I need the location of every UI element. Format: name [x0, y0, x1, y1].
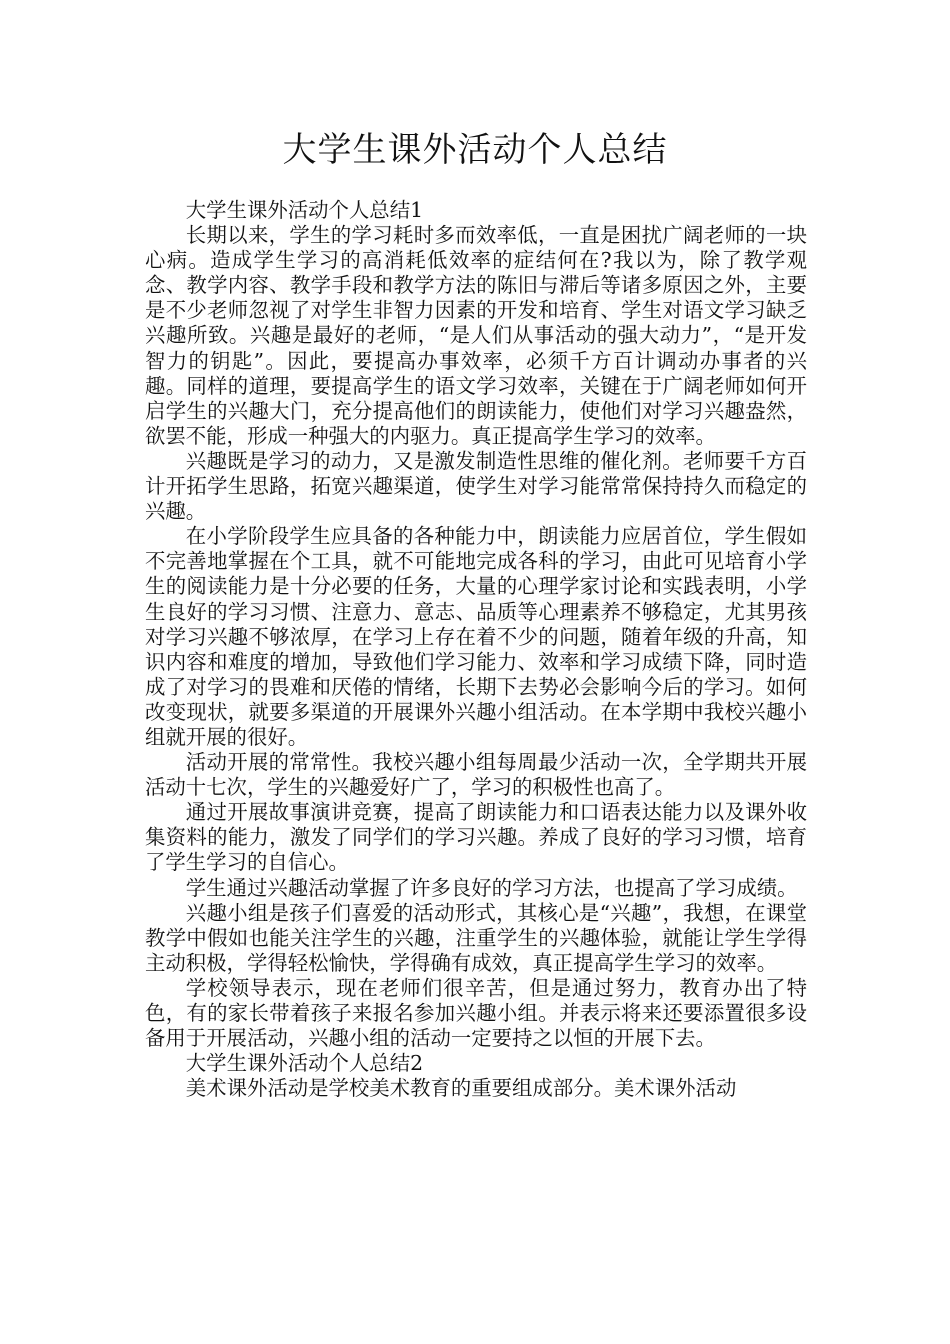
paragraph: 美术课外活动是学校美术教育的重要组成部分。美术课外活动 [185, 1076, 737, 1101]
paragraph: 活动开展的常常性。我校兴趣小组每周最少活动一次，全学期共开展活动十七次，学生的兴趣爱好广了，学习的积极性也高了。 [145, 750, 807, 800]
document-body [145, 198, 807, 1101]
paragraph: 兴趣小组是孩子们喜爱的活动形式，其核心是“兴趣”，我想，在课堂教学中假如也能关注学生的兴趣，注重学生的兴趣体验，就能让学生学得主动积极，学得轻松愉快，学得确有成效，真正提高学生学习的效率。 [145, 900, 807, 975]
paragraph: 通过开展故事演讲竞赛，提高了朗读能力和口语表达能力以及课外收集资料的能力，激发了同学们的学习兴趣。养成了良好的学习习惯，培育了学生学习的自信心。 [145, 800, 807, 875]
section-heading-1: 大学生课外活动个人总结1 [185, 198, 424, 222]
paragraph: 长期以来，学生的学习耗时多而效率低，一直是困扰广阔老师的一块心病。造成学生学习的高消耗低效率的症结何在?我以为，除了教学观念、教学内容、教学手段和教学方法的陈旧与滞后等诸多原因之外，主要是不少老师忽视了对学生非智力因素的开发和培育、学生对语文学习缺乏兴趣所致。兴趣是最好的老师，“是人们从事活动的强大动力”，“是开发智力的钥匙”。因此，要提高办事效率，必须千方百计调动办事者的兴趣。同样的道理，要提高学生的语文学习效率，关键在于广阔老师如何开启学生的兴趣大门，充分提高他们的朗读能力，使他们对学习兴趣盎然，欲罢不能，形成一种强大的内驱力。真正提高学生学习的效率。 [145, 223, 807, 448]
paragraph: 学校领导表示，现在老师们很辛苦，但是通过努力，教育办出了特色，有的家长带着孩子来报名参加兴趣小组。并表示将来还要添置很多设备用于开展活动，兴趣小组的活动一定要持之以恒的开展下去。 [145, 975, 807, 1051]
document-title: 大学生课外活动个人总结 [282, 130, 668, 170]
paragraph: 在小学阶段学生应具备的各种能力中，朗读能力应居首位，学生假如不完善地掌握在个工具，就不可能地完成各科的学习，由此可见培育小学生的阅读能力是十分必要的任务，大量的心理学家讨论和实践表明，小学生良好的学习习惯、注意力、意志、品质等心理素养不够稳定，尤其男孩对学习兴趣不够浓厚，在学习上存在着不少的问题，随着年级的升高，知识内容和难度的增加，导致他们学习能力、效率和学习成绩下降，同时造成了对学习的畏难和厌倦的情绪，长期下去势必会影响今后的学习。如何改变现状，就要多渠道的开展课外兴趣小组活动。在本学期中我校兴趣小组就开展的很好。 [145, 524, 807, 749]
section-heading-2: 大学生课外活动个人总结2 [185, 1051, 424, 1076]
paragraph: 学生通过兴趣活动掌握了许多良好的学习方法，也提高了学习成绩。 [185, 875, 798, 900]
paragraph: 兴趣既是学习的动力，又是激发制造性思维的催化剂。老师要千方百计开拓学生思路，拓宽兴趣渠道，使学生对学习能常常保持持久而稳定的兴趣。 [145, 448, 807, 524]
